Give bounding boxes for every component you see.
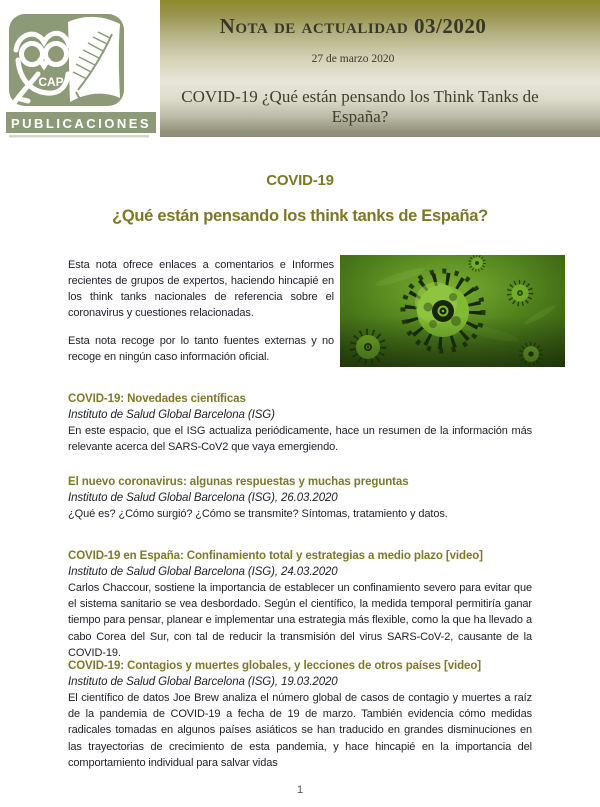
intro-text <box>68 257 334 377</box>
banner-title <box>160 14 546 39</box>
section-body: En este espacio, que el ISG actualiza periódicamente, hace un resumen de la información más relevante acerca del SARS-CoV2 que vaya emergiendo. <box>68 425 532 454</box>
section-nuevo-coronavirus <box>68 474 532 522</box>
intro-paragraph: Esta nota ofrece enlaces a comentarios e Informes recientes de grupos de expertos, haciendo hincapié en los think tanks nacionales de referencia sobre el coronavirus y cuestiones relacionadas. <box>68 259 334 319</box>
logo-wordmark: PUBLICACIONES <box>10 116 152 131</box>
section-body: El científico de datos Joe Brew analiza el número global de casos de contagio y muertes a raíz de la pandemia de COVID-19 a fecha de 19 de marzo. También evidencia cómo medidas radicales tomadas en algunos países asiáticos se han traducido en grandes disminuciones en las trayectorias de crecimiento de esta pandemia, y hace hincapié en la importancia del comportamiento individual para salvar vidas <box>68 692 532 769</box>
logo-fine-print <box>9 135 149 138</box>
section-source: Instituto de Salud Global Barcelona (ISG), 19.03.2020 <box>68 676 338 688</box>
section-body: ¿Qué es? ¿Cómo surgió? ¿Cómo se transmite? Síntomas, tratamiento y datos. <box>68 508 448 520</box>
banner-subtitle: COVID-19 ¿Qué están pensando los Think Tanks de España? <box>181 87 539 126</box>
coronavirus-image <box>340 255 565 367</box>
cap-logo-icon <box>6 4 156 138</box>
section-heading: COVID-19: Novedades científicas <box>68 393 246 405</box>
section-body: Carlos Chaccour, sostiene la importancia de establecer un confinamiento severo para evitar que el sistema sanitario se vea desbordado. Según el científico, la medida temporal permitiría ganar tiempo para pensar, planear e implementar una estrategia más flexible, como la que ha llevado a cabo Corea del Sur, con tal de reducir la transmisión del virus SARS-CoV-2, causante de la COVID-19. <box>68 582 532 659</box>
section-heading: COVID-19 en España: Confinamiento total y estrategias a medio plazo [video] <box>68 550 483 562</box>
banner-title-text: Nota de actualidad <box>219 14 409 38</box>
section-source: Instituto de Salud Global Barcelona (ISG) <box>68 409 275 421</box>
document-title: COVID-19 <box>266 172 334 189</box>
section-novedades-cientificas <box>68 391 532 455</box>
banner-date: 27 de marzo 2020 <box>311 53 395 65</box>
section-heading: COVID-19: Contagios y muertes globales, y lecciones de otros países [video] <box>68 660 482 672</box>
feather-flag-icon <box>68 17 120 104</box>
logo-acronym: CAP <box>38 75 64 89</box>
cap-logo <box>6 4 156 138</box>
header-banner <box>160 0 600 137</box>
section-contagios-globales <box>68 658 532 771</box>
section-source: Instituto de Salud Global Barcelona (ISG), 26.03.2020 <box>68 492 338 504</box>
document-subtitle: ¿Qué están pensando los think tanks de España? <box>112 207 488 225</box>
section-confinamiento-total <box>68 548 532 661</box>
page-number: 1 <box>296 784 304 796</box>
banner-title-issue: 03/2020 <box>413 14 487 38</box>
section-source: Instituto de Salud Global Barcelona (ISG), 24.03.2020 <box>68 566 338 578</box>
section-heading: El nuevo coronavirus: algunas respuestas y muchas preguntas <box>68 476 409 488</box>
intro-paragraph: Esta nota recoge por lo tanto fuentes externas y no recoge en ningún caso información oficial. <box>68 335 334 363</box>
